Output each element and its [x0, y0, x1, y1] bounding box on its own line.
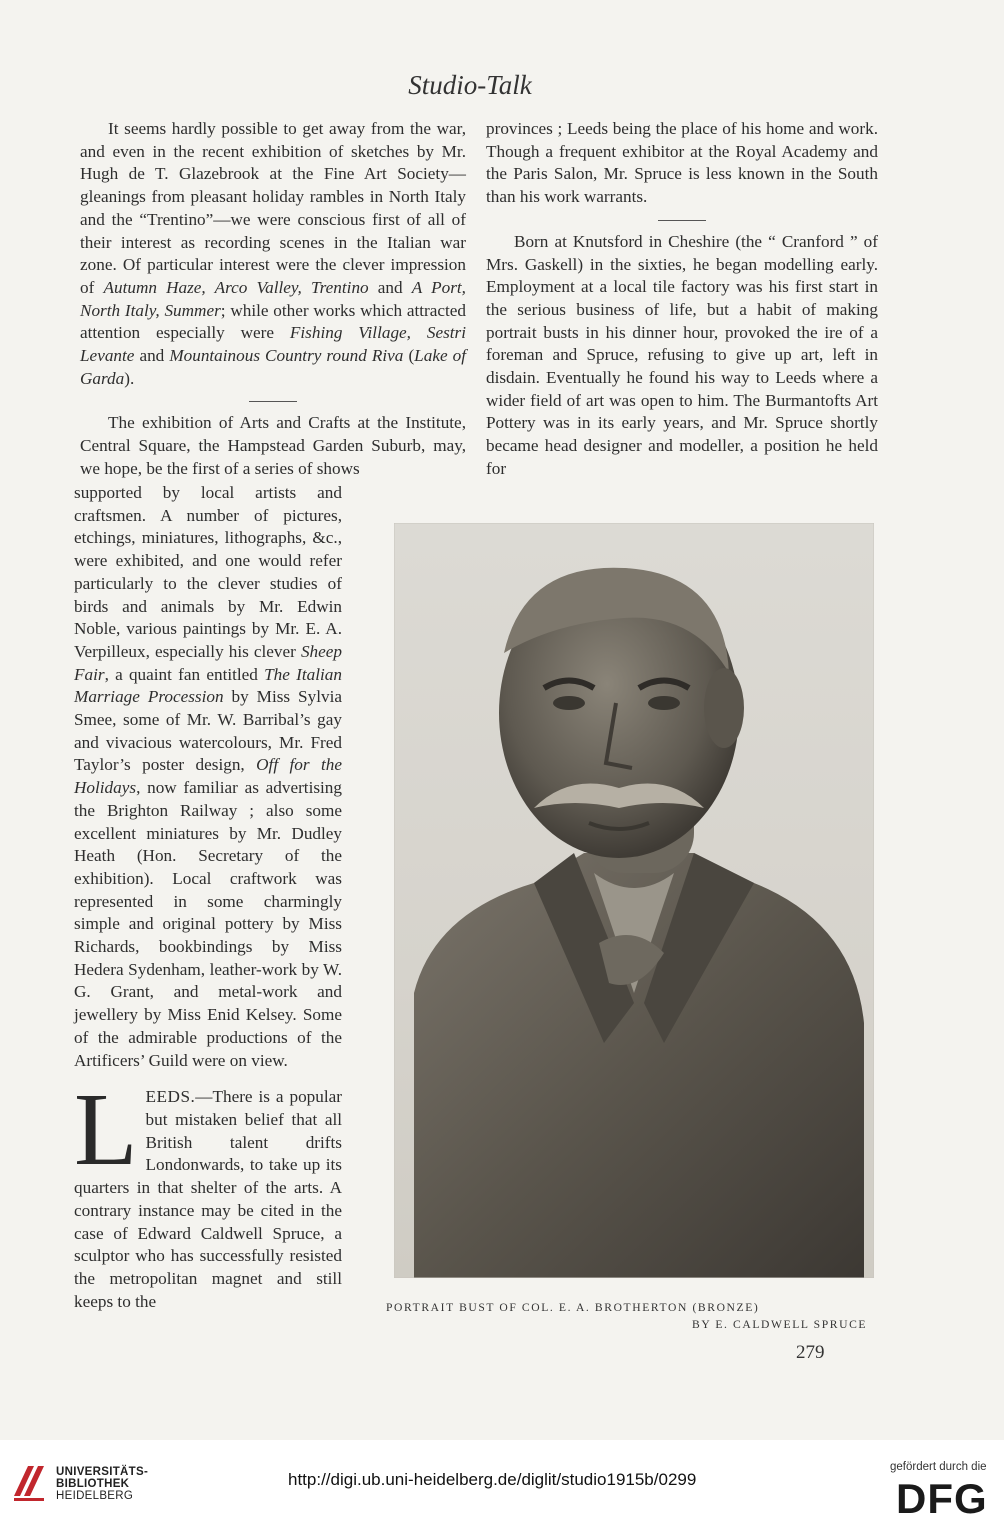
sponsor-label: gefördert durch die: [890, 1461, 987, 1473]
page-number: 279: [796, 1342, 825, 1363]
portrait-bust-photograph: [394, 523, 874, 1278]
figure-caption-title: PORTRAIT BUST OF COL. E. A. BROTHERTON (BRONZE): [386, 1301, 760, 1314]
paragraph-arts-crafts-continued: supported by local artists and craftsmen. A number of pictures, etchings, miniatures, lithographs, &c., were exhibited, and one would refer particularly to the clever studies of birds and animals by Mr. Edwin Noble, various paintings by Mr. E. A. Verpilleux, especially his clever Sheep Fair, a quaint fan entitled The Italian Marriage Procession by Miss Sylvia Smee, some of Mr. W. Barribal’s gay and vivacious watercolours, Mr. Fred Taylor’s poster design, Off for the Holidays, now familiar as advertising the Brighton Railway ; also some excellent miniatures by Mr. Dudley Heath (Hon. Secretary of the exhibition). Local craftwork was represented in some charmingly simple and original pottery by Miss Richards, bookbindings by Miss Hedera Sydenham, leather-work by W. G. Grant, and metal-work and jewellery by Miss Enid Kelsey. Some of the admirable productions of the Artificers’ Guild were on view.: [74, 483, 342, 1070]
section-divider: [249, 401, 297, 402]
library-logo-icon: [10, 1458, 50, 1504]
paragraph-provinces: provinces ; Leeds being the place of his home and work. Though a frequent exhibitor at the Royal Academy and the Paris Salon, Mr. Spruce is less known in the South than his work warrants.: [486, 119, 878, 207]
drop-cap: L: [74, 1072, 138, 1188]
digital-library-link[interactable]: http://digi.ub.uni-heidelberg.de/diglit/studio1915b/0299: [288, 1470, 697, 1489]
dfg-logo: DFG: [896, 1475, 988, 1522]
section-lead-in: EEDS.: [145, 1087, 196, 1107]
bust-illustration: [394, 523, 874, 1278]
right-column: [486, 118, 878, 481]
narrow-column: [74, 482, 342, 1313]
section-divider: [658, 220, 706, 221]
paragraph-arts-crafts: The exhibition of Arts and Crafts at the Institute, Central Square, the Hampstead Garden Suburb, may, we hope, be the first of a series of shows: [80, 413, 466, 478]
figure-caption-credit: BY E. CALDWELL SPRUCE: [692, 1318, 868, 1331]
paragraph-born-knutsford: Born at Knutsford in Cheshire (the “ Cranford ” of Mrs. Gaskell) in the sixties, he began modelling early. Employment at a local tile factory was his first start in the serious business of life, but a habit of making portrait busts in his dinner hour, provoked the ire of a foreman and Spruce, refusing to give up art, left in disdain. Eventually he found his way to Leeds where a wider field of art was open to him. The Burmantofts Art Pottery was in its early years, and Mr. Spruce shortly became head designer and modeller, a position he held for: [486, 231, 878, 478]
running-head: Studio-Talk: [408, 70, 532, 100]
paragraph-glazebrook: It seems hardly possible to get away from the war, and even in the recent exhibition of sketches by Mr. Hugh de T. Glazebrook at the Fine Art Society—gleanings from pleasant holiday rambles in North Italy and the “Trentino”—we were conscious first of all of their interest as recording scenes in the Italian war zone. Of particular interest were the clever impression of Autumn Haze, Arco Valley, Trentino and A Port, North Italy, Summer; while other works which attracted attention especially were Fishing Village, Sestri Levante and Mountainous Country round Riva (Lake of Garda).: [80, 119, 466, 388]
paragraph-leeds: LEEDS.—There is a popular but mistaken belief that all British talent drifts Londonwards, to take up its quarters in that shelter of the arts. A contrary instance may be cited in the case of Edward Caldwell Spruce, a sculptor who has successfully resisted the metropolitan magnet and still keeps to the: [74, 1072, 342, 1311]
left-column: [80, 118, 466, 481]
library-name: UNIVERSITÄTS- BIBLIOTHEK HEIDELBERG: [56, 1466, 149, 1502]
